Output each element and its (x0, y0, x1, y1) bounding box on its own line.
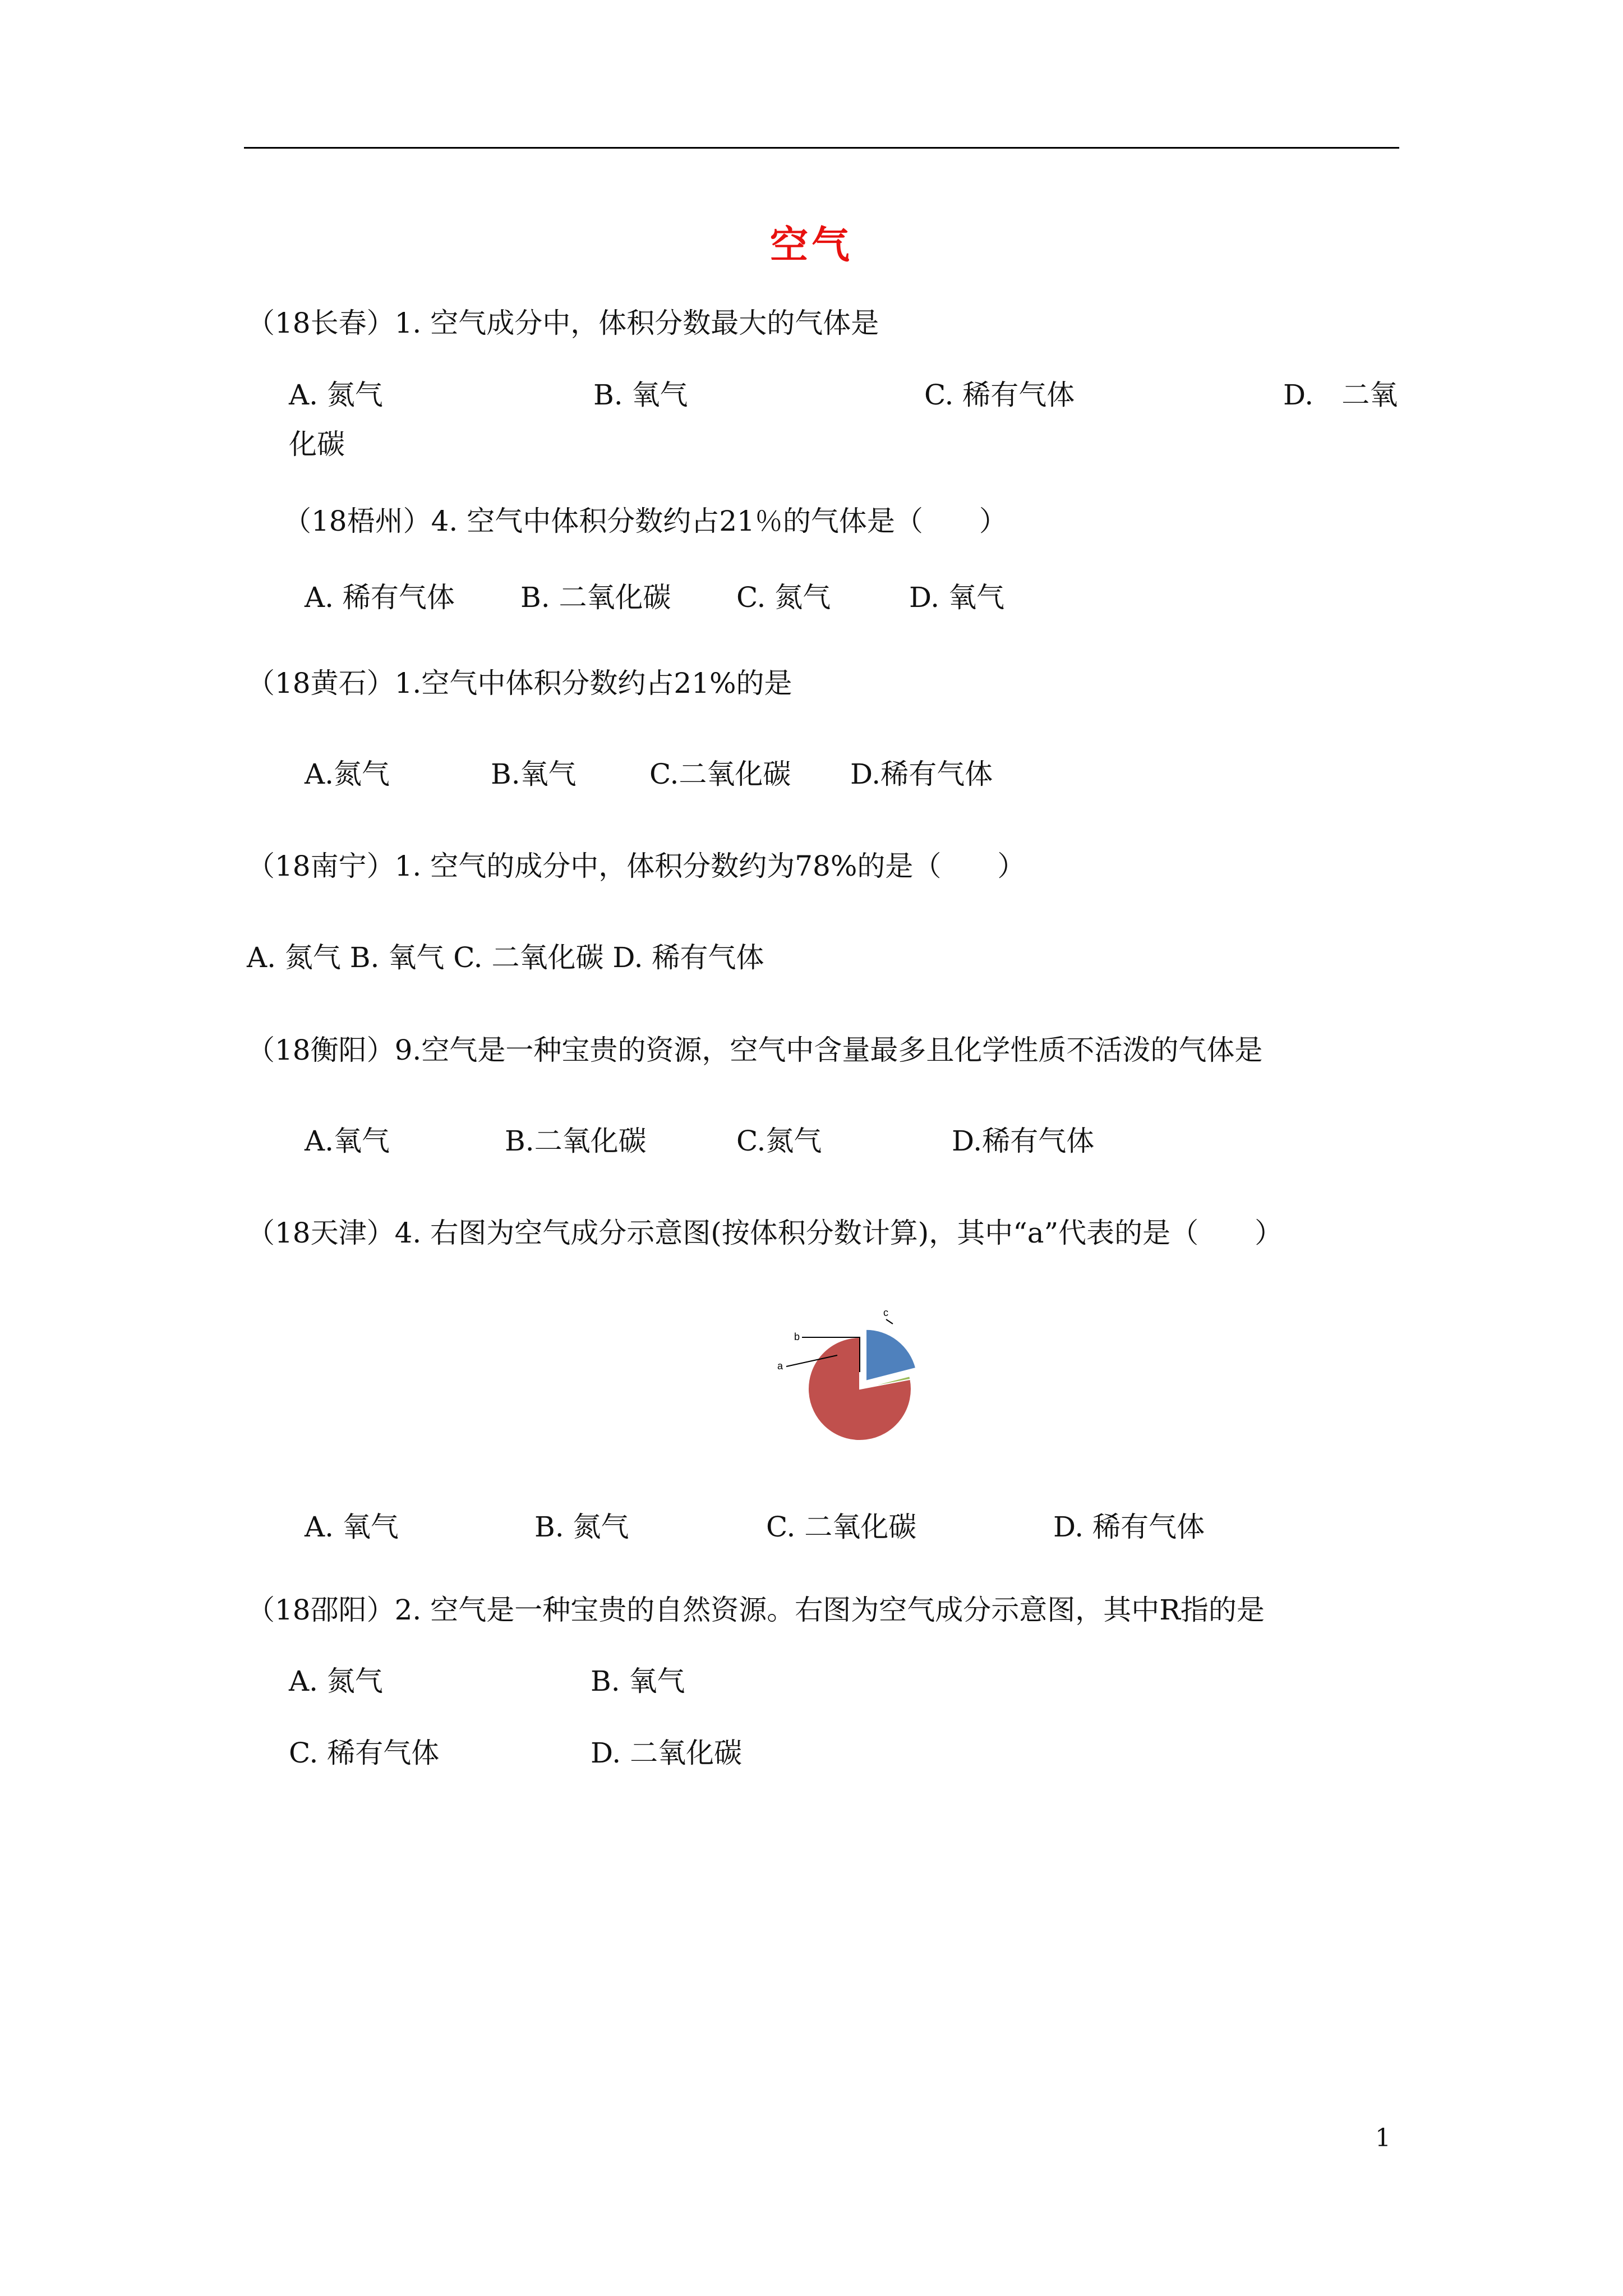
pie-label-b: b (794, 1331, 800, 1342)
q6-option-b: B. 氮气 (534, 1511, 629, 1543)
q7-option-d: D. 二氧化碳 (591, 1737, 743, 1769)
q3-option-a: A.氮气 (305, 758, 390, 790)
q6-stem: （18天津）4. 右图为空气成分示意图(按体积分数计算)，其中“a”代表的是（ ） (247, 1217, 1283, 1249)
q5-option-c: C.氮气 (736, 1125, 822, 1157)
q7-option-a: A. 氮气 (289, 1665, 383, 1697)
q1-stem: （18长春）1. 空气成分中，体积分数最大的气体是 (247, 307, 879, 339)
q4-stem: （18南宁）1. 空气的成分中，体积分数约为78%的是（ ） (247, 850, 1026, 882)
air-composition-pie-chart (768, 1299, 937, 1445)
q2-option-a: A. 稀有气体 (305, 581, 455, 614)
pie-slice-c (866, 1329, 916, 1381)
q4-options: A. 氮气 B. 氧气 C. 二氧化碳 D. 稀有气体 (247, 941, 764, 974)
q3-option-d: D.稀有气体 (850, 758, 993, 790)
q2-option-b: B. 二氧化碳 (520, 581, 671, 614)
q6-option-d: D. 稀有气体 (1053, 1511, 1205, 1543)
page-number: 1 (1375, 2124, 1391, 2152)
q3-option-c: C.二氧化碳 (649, 758, 791, 790)
q2-option-d: D. 氧气 (909, 581, 1005, 614)
header-rule (244, 147, 1399, 149)
q7-option-c: C. 稀有气体 (289, 1737, 440, 1769)
page-title: 空气 (769, 223, 853, 268)
q1-option-d-continued: 化碳 (289, 428, 345, 461)
q1-option-c: C. 稀有气体 (924, 379, 1075, 411)
q5-stem: （18衡阳）9.空气是一种宝贵的资源，空气中含量最多且化学性质不活泼的气体是 (247, 1034, 1263, 1066)
q5-option-a: A.氧气 (305, 1125, 390, 1157)
q7-option-b: B. 氧气 (591, 1665, 685, 1697)
q1-option-d: D. 二氧 (1283, 379, 1398, 411)
q2-stem: （18梧州）4. 空气中体积分数约占21％的气体是（ ） (283, 505, 1007, 537)
q3-option-b: B.氧气 (491, 758, 577, 790)
q6-option-a: A. 氧气 (305, 1511, 399, 1543)
q1-option-a: A. 氮气 (289, 379, 383, 411)
pie-label-c: c (883, 1307, 888, 1318)
q3-stem: （18黄石）1.空气中体积分数约占21%的是 (247, 667, 792, 700)
q6-option-c: C. 二氧化碳 (766, 1511, 917, 1543)
pie-label-a: a (777, 1360, 783, 1372)
q5-option-d: D.稀有气体 (952, 1125, 1095, 1157)
leader-line-c (886, 1319, 893, 1324)
q2-option-c: C. 氮气 (736, 581, 831, 614)
q7-stem: （18邵阳）2. 空气是一种宝贵的自然资源。右图为空气成分示意图，其中R指的是 (247, 1594, 1265, 1626)
q1-option-b: B. 氧气 (593, 379, 688, 411)
q5-option-b: B.二氧化碳 (505, 1125, 647, 1157)
